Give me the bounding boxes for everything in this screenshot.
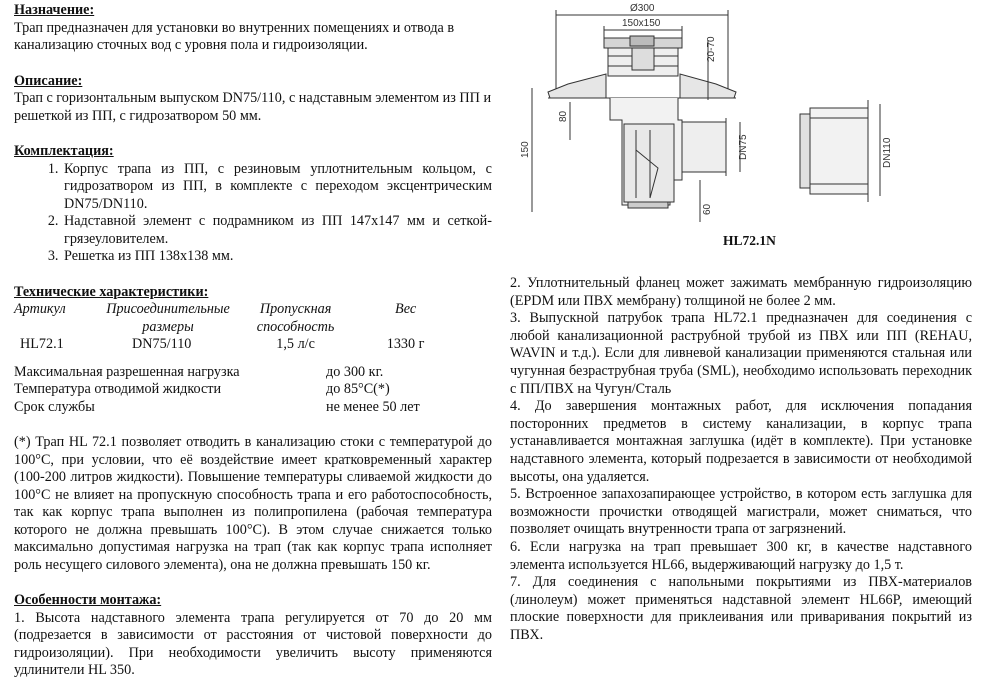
mounting-item-1: 1. Высота надставного элемента трапа регулируется от 70 до 20 мм (подрезается в зависимости от расстояния от чистовой поверхности до гидроизоляции). При необходимости увеличить высоту применяются удлинители HL 350. — [14, 609, 492, 678]
params-table — [14, 364, 474, 417]
footnote-text: (*) Трап HL 72.1 позволяет отводить в канализацию стоки с температурой до 100°С, при условии, что её воздействие имеет кратковременный характер (100-200 литров жидкости). Повышение температуры сливаемой жидкости до 100°С не влияет на пропускную способность трапа и его работоспособность, так как корпус трапа выполнен из полипропилена (рабочая температура которого не должна превышать 100°С). В этом случае снижается только максимально допустимая нагрузка на трап (так как корпус трапа исполняет роль несущего силового элемента), она не должна превышать 150 кг. — [14, 434, 492, 573]
mounting-heading: Особенности монтажа: — [14, 592, 162, 608]
kit-list — [14, 161, 492, 266]
col-article: Артикул — [14, 301, 66, 317]
specs-table — [14, 301, 454, 354]
note-item: 2. Уплотнительный фланец может зажимать мембранную гидроизоляцию (EPDM или ПВХ мембрану) толщиной не более 2 мм. — [510, 275, 972, 309]
drain-drawing — [510, 0, 988, 232]
note-item: 3. Выпускной патрубок трапа HL72.1 предназначен для соединения с любой канализационной раструбной трубой из ПВХ или ПП (REHAU, WAVIN и т.д.). Если для ливневой канализации применяются стальная или чугунная безраструбная труба (SML), необходимо использовать переходник с ПП/ПВХ на Чугун/Сталь — [510, 310, 972, 397]
col-sizes: Присоединительные размеры — [106, 301, 230, 335]
kit-item: 2. Надставной элемент с подрамником из ПП 147х147 мм и сеткой-грязеуловителем. — [62, 213, 492, 248]
drawing-caption: HL72.1N — [723, 233, 776, 248]
dim-80: 80 — [558, 110, 569, 122]
dim-dn110: DN110 — [882, 137, 893, 168]
param-label: Температура отводимой жидкости — [14, 381, 222, 397]
note-item: 7. Для соединения с напольными покрытиями из ПВХ-материалов (линолеум) может применяться надставной элемент HL66P, имеющий плоские поверхности для приклеивания или приваривания покрытий из ПВХ. — [510, 574, 972, 643]
kit-heading: Комплектация: — [14, 143, 114, 159]
note-item: 5. Встроенное запахозапирающее устройство, в котором есть заглушка для возможности прочистки отводящей магистрали, может сниматься, что позволяет очищать внутренности трапа от загрязнений. — [510, 486, 972, 538]
description-heading: Описание: — [14, 72, 83, 89]
col-weight: Вес — [395, 301, 417, 317]
note-item: 4. До завершения монтажных работ, для исключения попадания посторонних предметов в систему канализации, в корпус трапа устанавливается монтажная заглушка (идёт в комплекте). При установке надставного элемента, который подрезается в зависимости от необходимой высоты, она удаляется. — [510, 398, 972, 485]
description-text: Трап с горизонтальным выпуском DN75/110, с надставным элементом из ПП и решеткой из ПП, с гидрозатвором 50 мм. — [14, 90, 492, 124]
purpose-heading: Назначение: — [14, 2, 95, 18]
param-value: не менее 50 лет — [326, 398, 420, 415]
purpose-text: Трап предназначен для установки во внутренних помещениях и отвода в канализацию сточных вод с уровня пола и гидроизоляции. — [14, 19, 455, 53]
note-item: 6. Если нагрузка на трап превышает 300 кг, в качестве надставного элемента используется HL66, выдерживающий нагрузку до 1,5 т. — [510, 538, 972, 573]
col-flow: Пропускная способность — [256, 301, 335, 335]
cell-article: HL72.1 — [20, 336, 64, 352]
dim-20-70: 20-70 — [706, 36, 717, 62]
kit-item: 1. Корпус трапа из ПП, с резиновым уплотнительным кольцом, с гидрозатвором из ПП, в комплекте с переходом эксцентрическим DN75/DN110. — [62, 161, 492, 214]
dim-diameter-300: Ø300 — [630, 3, 655, 14]
dim-dn75: DN75 — [738, 134, 749, 160]
dim-60: 60 — [702, 203, 713, 215]
kit-item: 3. Решетка из ПП 138х138 мм. — [62, 248, 492, 266]
right-notes — [510, 275, 972, 644]
param-label: Максимальная разрешенная нагрузка — [14, 363, 240, 380]
specs-heading: Технические характеристики: — [14, 283, 209, 300]
param-value: до 85°С(*) — [326, 381, 390, 397]
cell-weight: 1330 г — [386, 336, 425, 352]
dim-150x150: 150x150 — [622, 18, 661, 29]
param-value: до 300 кг. — [326, 363, 384, 380]
cell-sizes: DN75/110 — [132, 336, 192, 352]
cell-flow: 1,5 л/с — [276, 336, 315, 352]
param-label: Срок службы — [14, 398, 95, 415]
dim-150: 150 — [520, 141, 531, 158]
left-column — [14, 2, 492, 680]
